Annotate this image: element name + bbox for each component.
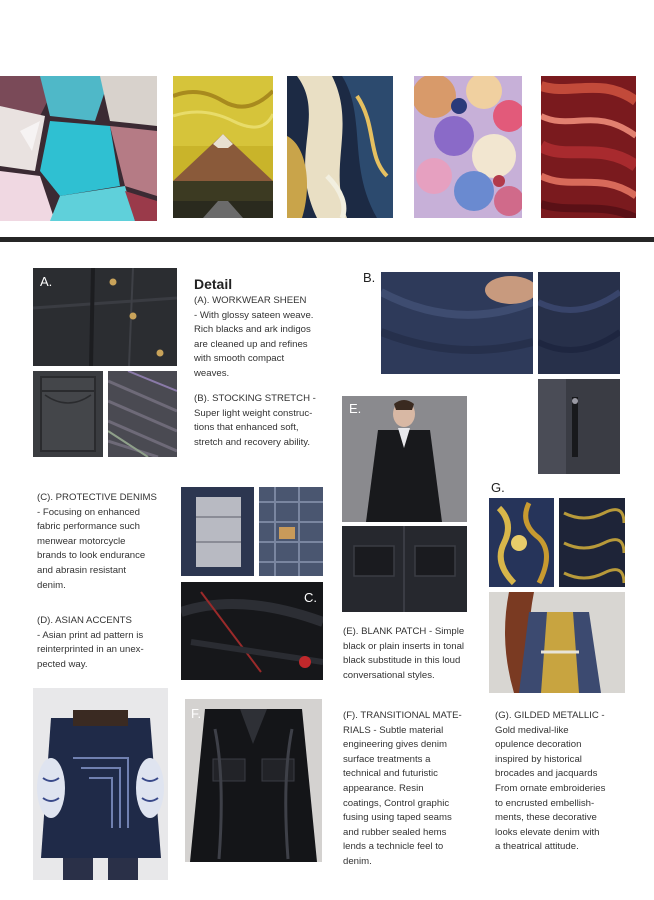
- inspiration-red-rock-image: [541, 76, 636, 218]
- paragraph-d-asian-accents: (D). ASIAN ACCENTS - Asian print ad pattern is reinterprinted in an unex- pected way.: [37, 615, 144, 670]
- photo-f-leather-jacket: [185, 699, 322, 862]
- paragraph-b-stocking-stretch: (B). STOCKING STRETCH - Super light weight construc- tions that enhanced soft, stretch and recovery ability.: [194, 393, 316, 448]
- paragraph-a-workwear-sheen: (A). WORKWEAR SHEEN - With glossy sateen weave. Rich blacks and ark indigos are cleaned up and refines with smooth compact weaves.: [194, 295, 314, 379]
- photo-b-denim-fold: [538, 272, 620, 374]
- label-c: C.: [304, 590, 317, 605]
- detail-heading: Detail: [194, 276, 233, 292]
- label-g: G.: [491, 480, 505, 495]
- photo-d-printed-jacket: [33, 688, 168, 880]
- photo-a-pocket: [33, 371, 103, 457]
- photo-b-denim-hand: [381, 272, 533, 374]
- photo-a-jacket-snaps: [33, 268, 177, 366]
- section-divider: [0, 237, 654, 242]
- inspiration-swirl-image: [287, 76, 393, 218]
- photo-c-denim-back: [181, 487, 254, 576]
- photo-g-embroidered-denim: [559, 498, 625, 587]
- photo-b-denim-zip: [538, 379, 620, 474]
- photo-g-gold-brocade: [489, 498, 554, 587]
- inspiration-crystals-image: [0, 76, 157, 221]
- photo-c-padded-denim: [259, 487, 323, 576]
- photo-a-sateen-fabric: [108, 371, 177, 457]
- inspiration-mountain-road-image: [173, 76, 273, 218]
- label-e: E.: [349, 401, 362, 416]
- inspiration-watercolor-image: [414, 76, 522, 218]
- label-b: B.: [363, 270, 376, 285]
- label-f: F.: [191, 706, 202, 721]
- paragraph-c-protective-denims: (C). PROTECTIVE DENIMS - Focusing on enhanced fabric performance such menwear motorcycle brands to look endurance and abrasin resistant denim.: [37, 492, 157, 591]
- label-a: A.: [40, 274, 53, 289]
- paragraph-e-blank-patch: (E). BLANK PATCH - Simple black or plain inserts in tonal black substitude in this loud conversational styles.: [343, 626, 465, 681]
- paragraph-g-gilded-metallic: (G). GILDED METALLIC - Gold medival-like opulence decoration inspired by historical brocades and jacquards From ornate embroideries to encrusted embellish- ments, these decorative looks elevate denim with a theatrical attitude.: [495, 710, 606, 853]
- photo-g-runway-gold: [489, 592, 625, 693]
- paragraph-f-transitional-materials: (F). TRANSITIONAL MATE- RIALS - Subtle material engineering gives denim surface treatments a technical and futuristic appearance. Resin coatings, Control graphic fusing using taped seams and rubber sealed hems lends a technicle feel to denim.: [343, 710, 462, 867]
- photo-e-black-patch-jacket: [342, 526, 467, 612]
- photo-c-selvedge-jacket: [181, 582, 323, 680]
